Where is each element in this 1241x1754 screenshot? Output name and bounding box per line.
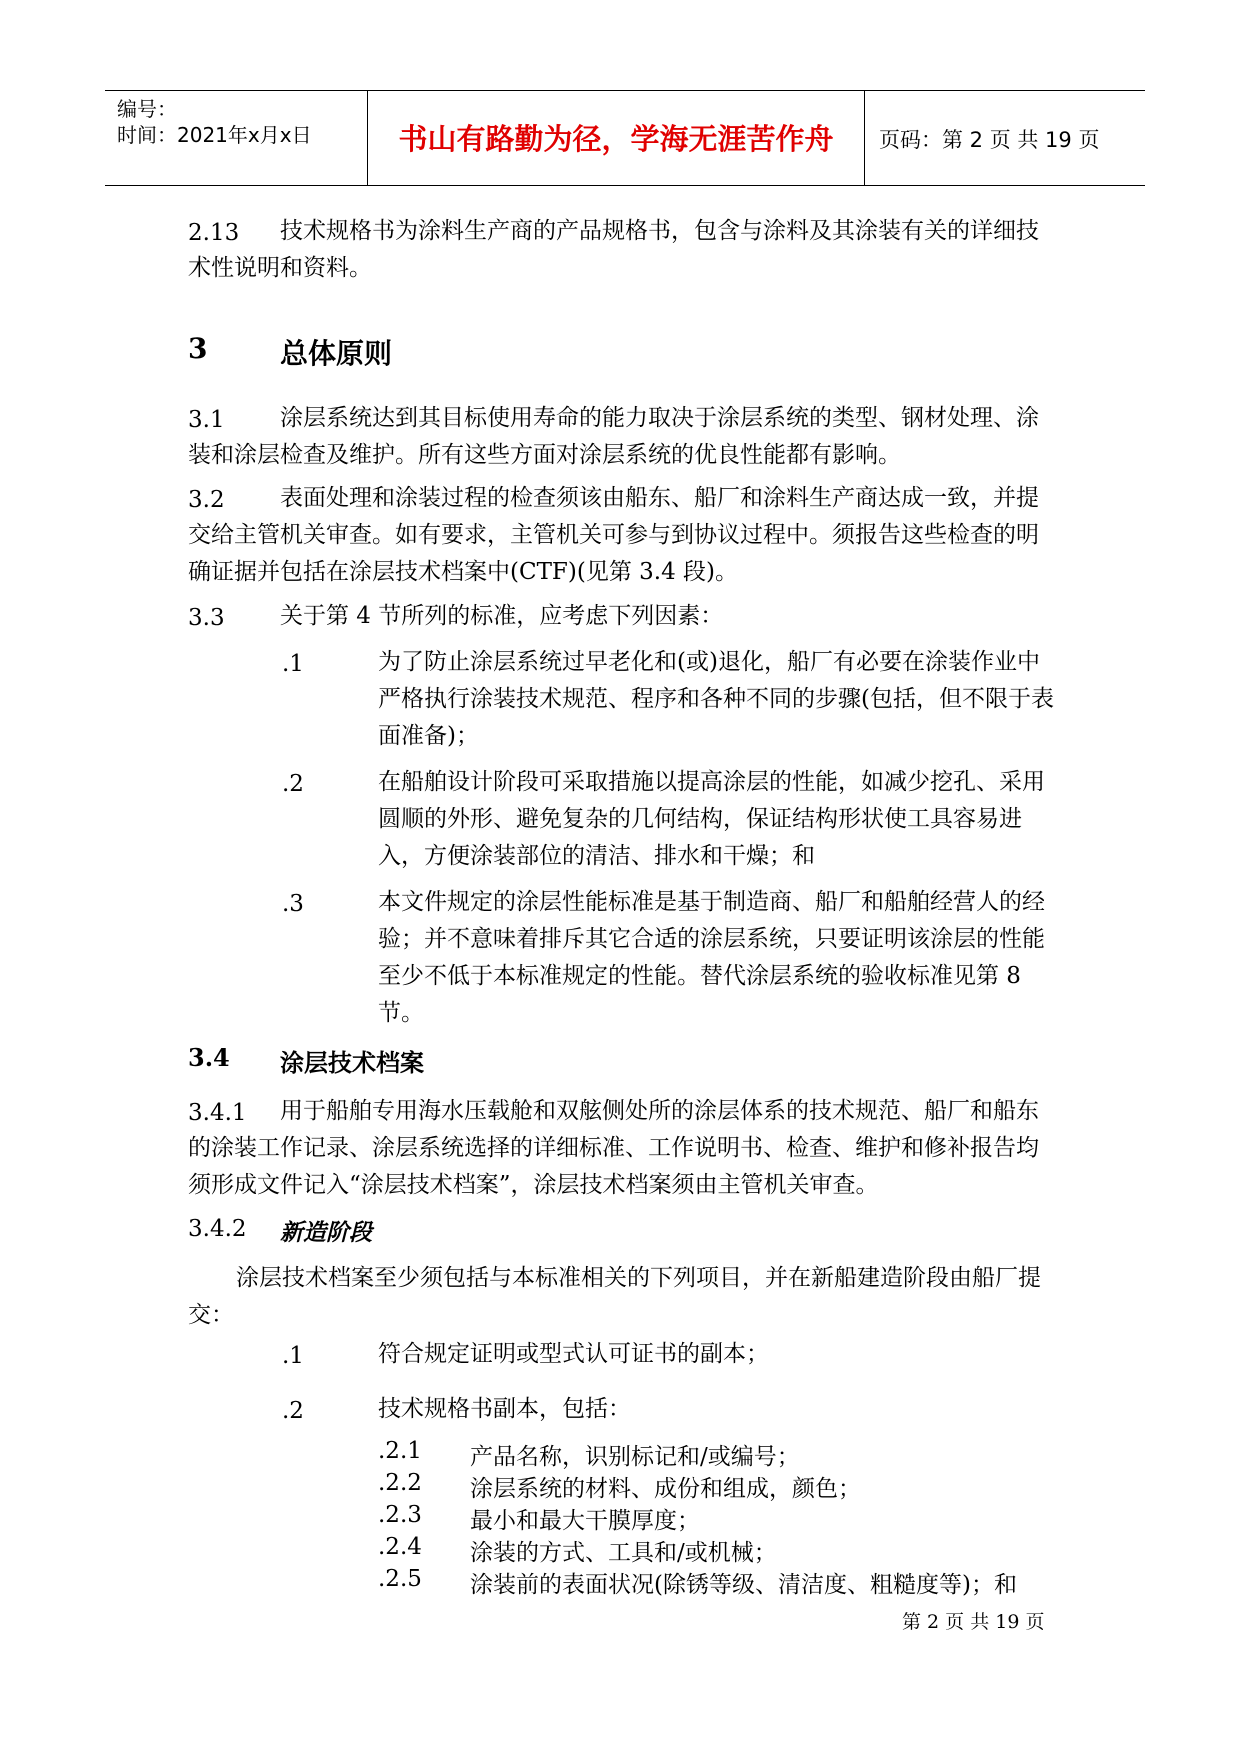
section-number: 3.4.1 <box>188 1100 247 1126</box>
list-item: 本文件规定的涂层性能标准是基于制造商、船厂和船舶经营人的经验；并不意味着排斥其它合适的涂层系统，只要证明该涂层的性能至少不低于本标准规定的性能。替代涂层系统的验收标准见第 8 节。 <box>378 889 1045 1026</box>
header-center-cell <box>368 91 865 185</box>
paragraph-3-1: 涂层系统达到其目标使用寿命的能力取决于涂层系统的类型、钢材处理、涂装和涂层检查及维护。所有这些方面对涂层系统的优良性能都有影响。 <box>188 405 1039 468</box>
sub-item: 涂层系统的材料、成份和组成，颜色； <box>470 1476 861 1502</box>
list-item: 为了防止涂层系统过早老化和(或)退化，船厂有必要在涂装作业中严格执行涂装技术规范、程序和各种不同的步骤(包括，但不限于表面准备)； <box>378 649 1054 749</box>
list-item: 技术规格书副本，包括： <box>378 1396 631 1422</box>
section-3-title: 总体原则 <box>280 337 393 370</box>
sub-item-number: .2.5 <box>378 1566 422 1592</box>
paragraph-2-13: 技术规格书为涂料生产商的产品规格书，包含与涂料及其涂装有关的详细技术性说明和资料。 <box>188 218 1039 281</box>
sub-item-number: .2.2 <box>378 1470 422 1496</box>
list-item: 在船舶设计阶段可采取措施以提高涂层的性能，如减少挖孔、采用圆顺的外形、避免复杂的几何结构，保证结构形状使工具容易进入，方便涂装部位的清洁、排水和干燥；和 <box>378 769 1045 869</box>
document-time-label: 时间：2021年x月x日 <box>117 123 312 147</box>
list-item-number: .2 <box>282 771 304 797</box>
section-3-4-title: 涂层技术档案 <box>280 1048 424 1077</box>
paragraph-3-4-2-intro: 涂层技术档案至少须包括与本标准相关的下列项目，并在新船建造阶段由船厂提交： <box>188 1265 1041 1328</box>
list-item: 符合规定证明或型式认可证书的副本； <box>378 1341 769 1367</box>
sub-item-number: .2.1 <box>378 1438 422 1464</box>
header-motto: 书山有路勤为径，学海无涯苦作舟 <box>398 122 834 156</box>
header-right-cell <box>865 91 1145 185</box>
paragraph-3-2: 表面处理和涂装过程的检查须该由船东、船厂和涂料生产商达成一致，并提交给主管机关审查。如有要求，主管机关可参与到协议过程中。须报告这些检查的明确证据并包括在涂层技术档案中(CTF)(见第 3.4 段)。 <box>188 485 1039 585</box>
list-item-number: .1 <box>282 1343 304 1369</box>
section-number: 3.1 <box>188 407 225 433</box>
paragraph-3-4-1: 用于船舶专用海水压载舱和双舷侧处所的涂层体系的技术规范、船厂和船东的涂装工作记录、涂层系统选择的详细标准、工作说明书、检查、维护和修补报告均须形成文件记入“涂层技术档案”，涂层技术档案须由主管机关审查。 <box>188 1098 1039 1198</box>
sub-item-number: .2.4 <box>378 1534 422 1560</box>
section-number: 3.4.2 <box>188 1216 247 1242</box>
sub-item: 涂装前的表面状况(除锈等级、清洁度、粗糙度等)；和 <box>470 1572 1017 1598</box>
sub-item: 最小和最大干膜厚度； <box>470 1508 700 1534</box>
section-3-4-2-title: 新造阶段 <box>280 1219 372 1246</box>
section-number: 2.13 <box>188 220 240 246</box>
document-number-label: 编号： <box>117 97 177 121</box>
section-3-number: 3 <box>188 332 208 365</box>
sub-item-number: .2.3 <box>378 1502 422 1528</box>
section-number: 3.3 <box>188 605 225 631</box>
list-item-number: .2 <box>282 1398 304 1424</box>
header-page-number: 页码：第 2 页 共 19 页 <box>879 128 1100 152</box>
list-item-number: .3 <box>282 891 304 917</box>
list-item-number: .1 <box>282 651 304 677</box>
paragraph-3-3: 关于第 4 节所列的标准，应考虑下列因素： <box>280 603 724 629</box>
page-footer: 第 2 页 共 19 页 <box>902 1611 1045 1633</box>
section-3-4-number: 3.4 <box>188 1043 230 1072</box>
section-number: 3.2 <box>188 487 225 513</box>
header-left-cell <box>105 91 368 185</box>
sub-item: 产品名称，识别标记和/或编号； <box>470 1444 800 1470</box>
page-header <box>105 90 1145 186</box>
sub-item: 涂装的方式、工具和/或机械； <box>470 1540 777 1566</box>
